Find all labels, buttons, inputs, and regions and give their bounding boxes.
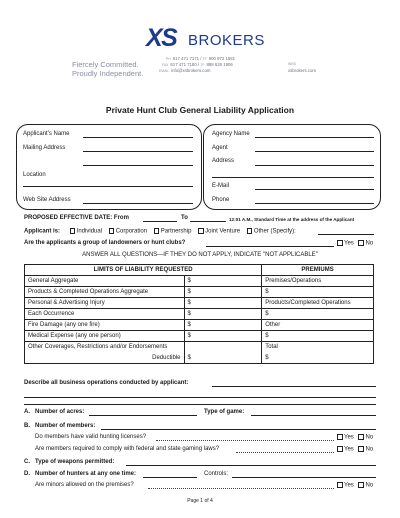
minors-yes-no: Yes No xyxy=(334,482,373,490)
describe-operations-field-2[interactable] xyxy=(24,397,376,398)
total-cell[interactable]: Total $ xyxy=(262,342,374,364)
describe-operations-field-3[interactable] xyxy=(24,404,376,405)
gaming-laws-yes-no: Yes No xyxy=(334,446,373,454)
phone-label: Phone xyxy=(212,197,230,203)
number-of-acres-field[interactable] xyxy=(89,415,197,416)
page-number: Page 1 of 4 xyxy=(187,498,213,504)
logo-xs-text: XS xyxy=(146,24,177,52)
landowners-field[interactable] xyxy=(206,246,334,247)
tagline-line-2: Proudly Independent. xyxy=(72,69,144,78)
option-corporation: Corporation xyxy=(115,228,148,235)
deductible-cell[interactable]: $ xyxy=(184,342,262,364)
address-field-2[interactable] xyxy=(212,177,374,178)
checkbox-licenses-yes[interactable] xyxy=(337,434,343,440)
applicant-type-row xyxy=(24,228,296,236)
number-of-members-label: Number of members: xyxy=(35,423,96,429)
effective-date-note: 12:01 A.M., Standard Time at the address of the Applicant xyxy=(229,217,355,222)
checkbox-landowners-yes[interactable] xyxy=(337,240,343,246)
mailing-address-field-1[interactable] xyxy=(83,151,193,152)
hunting-licenses-question: Do members have valid hunting licenses? xyxy=(35,434,147,440)
section-d-letter: D. xyxy=(24,471,30,477)
landowners-question: Are the applicants a group of landowners or hunt clubs? xyxy=(24,240,186,246)
applicant-is-label: Applicant is: xyxy=(24,228,61,235)
section-a-letter: A. xyxy=(24,409,30,415)
contact-email: EMAIL info@xsbrokers.com xyxy=(159,68,211,73)
checkbox-minors-no[interactable] xyxy=(358,482,364,488)
contact-web: WEB xsbrokers.com xyxy=(288,62,316,73)
option-individual: Individual xyxy=(76,228,103,235)
option-other: Other (Specify): xyxy=(253,228,296,235)
web-site-address-field[interactable] xyxy=(83,203,193,204)
table-row: Fire Damage (any one fire) $ Other xyxy=(25,320,374,331)
answer-all-questions-note: ANSWER ALL QUESTIONS—IF THEY DO NOT APPLY, INDICATE "NOT APPLICABLE" xyxy=(82,252,318,258)
landowners-yes-no: Yes No xyxy=(334,240,373,248)
contact-phone: PH 617 471 7171 / TF 800 972 1581 xyxy=(166,56,236,61)
minors-question: Are minors allowed on the premises? xyxy=(35,482,134,488)
checkbox-partnership[interactable] xyxy=(154,228,160,234)
checkbox-corporation[interactable] xyxy=(109,228,115,234)
hunting-licenses-yes-no: Yes No xyxy=(334,434,373,442)
checkbox-minors-yes[interactable] xyxy=(337,482,343,488)
table-row: Products & Completed Operations Aggregate $ $ xyxy=(25,287,374,298)
checkbox-gaming-laws-no[interactable] xyxy=(358,446,364,452)
table-row: Personal & Advertising Injury $ Products/Completed Operations xyxy=(25,298,374,309)
option-joint-venture: Joint Venture xyxy=(205,228,241,235)
agent-field[interactable] xyxy=(255,151,374,152)
contact-fax: FAX 617 471 7180 / TF 888 626 1906 xyxy=(162,62,233,67)
email-label: E-Mail xyxy=(212,183,230,189)
effective-date-to-label: To xyxy=(181,215,188,221)
other-coverages-cell: Other Coverages, Restrictions and/or Endorsements Deductible xyxy=(25,342,185,364)
describe-operations-label: Describe all business operations conducted by applicant: xyxy=(24,380,189,386)
controls-label: Controls: xyxy=(204,471,229,477)
agent-label: Agent xyxy=(212,145,228,151)
gaming-laws-question: Are members required to comply with federal and state gaming laws? xyxy=(35,446,220,452)
controls-field[interactable] xyxy=(232,477,376,478)
agency-name-field[interactable] xyxy=(255,137,374,138)
number-of-hunters-field[interactable] xyxy=(143,477,197,478)
effective-date-label: PROPOSED EFFECTIVE DATE: From xyxy=(24,215,129,221)
table-row: General Aggregate $ Premises/Operations xyxy=(25,276,374,287)
number-of-members-field[interactable] xyxy=(101,429,376,430)
section-c-letter: C. xyxy=(24,459,30,465)
agency-name-label: Agency Name xyxy=(212,131,250,137)
other-specify-field[interactable] xyxy=(318,234,374,235)
checkbox-licenses-no[interactable] xyxy=(358,434,364,440)
checkbox-joint-venture[interactable] xyxy=(198,228,204,234)
applicant-name-field[interactable] xyxy=(83,137,193,138)
section-b-letter: B. xyxy=(24,423,30,429)
premiums-header: PREMIUMS xyxy=(262,265,374,276)
number-of-acres-label: Number of acres: xyxy=(35,409,85,415)
checkbox-gaming-laws-yes[interactable] xyxy=(337,446,343,452)
xs-brokers-logo xyxy=(146,24,265,52)
option-partnership: Partnership xyxy=(160,228,192,235)
table-row: Medical Expense (any one person) $ $ xyxy=(25,331,374,342)
mailing-address-label: Mailing Address xyxy=(23,145,66,151)
effective-date-to-field[interactable] xyxy=(190,221,226,222)
number-of-hunters-label: Number of hunters at any one time: xyxy=(35,471,137,477)
applicant-name-label: Applicant's Name xyxy=(23,131,70,137)
type-of-weapons-field[interactable] xyxy=(126,465,376,466)
effective-date-from-field[interactable] xyxy=(143,221,177,222)
logo-brokers-text: BROKERS xyxy=(188,32,265,49)
phone-field[interactable] xyxy=(255,203,374,204)
address-label: Address xyxy=(212,158,235,164)
checkbox-landowners-no[interactable] xyxy=(358,240,364,246)
checkbox-other[interactable] xyxy=(247,228,253,234)
mailing-address-field-2[interactable] xyxy=(83,165,193,166)
location-label: Location xyxy=(23,172,46,178)
limits-header: LIMITS OF LIABILITY REQUESTED xyxy=(25,265,262,276)
tagline-line-1: Fiercely Committed. xyxy=(72,60,139,69)
email-field[interactable] xyxy=(255,189,374,190)
table-row: Each Occurrence $ $ xyxy=(25,309,374,320)
limits-of-liability-table xyxy=(24,264,374,364)
web-site-address-label: Web Site Address xyxy=(23,197,71,203)
checkbox-individual[interactable] xyxy=(70,228,76,234)
type-of-game-label: Type of game: xyxy=(204,409,245,415)
page-title: Private Hunt Club General Liability Application xyxy=(105,105,295,115)
location-field[interactable] xyxy=(23,186,193,187)
type-of-game-field[interactable] xyxy=(251,415,376,416)
address-field-1[interactable] xyxy=(255,165,374,166)
describe-operations-field-1[interactable] xyxy=(212,386,376,387)
table-row xyxy=(25,342,374,364)
type-of-weapons-label: Type of weapons permitted: xyxy=(35,459,115,465)
